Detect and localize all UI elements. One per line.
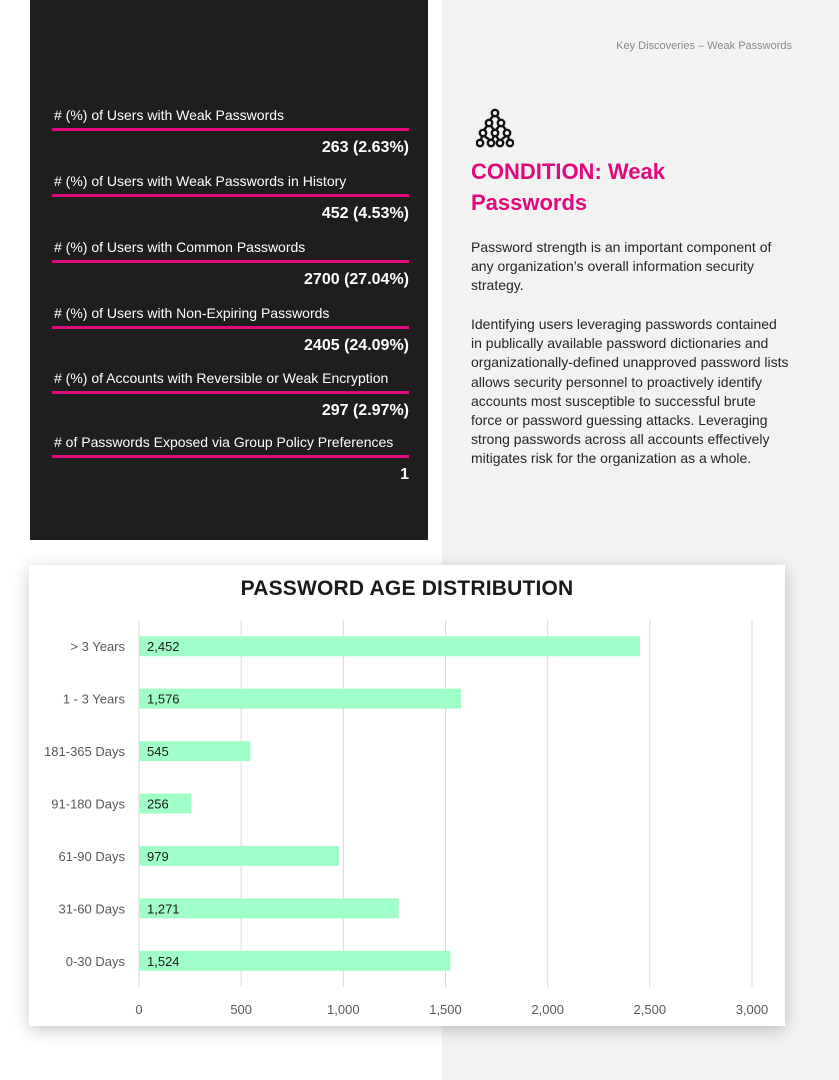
- condition-title: [471, 156, 771, 218]
- metric-divider: [52, 326, 409, 329]
- bar-value-label: 256: [147, 796, 169, 812]
- metric-label: # (%) of Accounts with Reversible or Weak Encryption: [54, 370, 389, 386]
- metric-label: # (%) of Users with Non-Expiring Passwords: [54, 305, 330, 321]
- condition-paragraph-1: Password strength is an important component of any organization’s overall information security strategy.: [471, 239, 772, 294]
- metric-label: # of Passwords Exposed via Group Policy Preferences: [54, 434, 394, 450]
- x-tick-label: 2,500: [633, 1002, 667, 1017]
- metric-value: 1: [400, 466, 409, 483]
- metric-weak-passwords: [52, 106, 409, 158]
- y-category-label: 1 - 3 Years: [62, 691, 125, 707]
- metric-divider: [52, 391, 409, 394]
- bar: [139, 689, 461, 709]
- password-age-chart: [29, 565, 785, 1026]
- y-category-label: 181-365 Days: [44, 744, 125, 760]
- x-tick-label: 1,500: [429, 1002, 462, 1017]
- chart-title: PASSWORD AGE DISTRIBUTION: [240, 577, 574, 600]
- condition-title-line2: Passwords: [471, 190, 588, 215]
- bar: [139, 951, 450, 971]
- metric-value: 263 (2.63%): [321, 139, 409, 156]
- metric-reversible-encryption: [52, 369, 409, 421]
- bar-value-label: 2,452: [147, 639, 180, 655]
- x-tick-label: 2,000: [531, 1002, 564, 1017]
- metric-value: 2700 (27.04%): [304, 271, 409, 288]
- metric-divider: [52, 455, 409, 458]
- metrics-panel: [30, 0, 428, 540]
- metric-label: # (%) of Users with Weak Passwords in History: [54, 173, 347, 189]
- condition-paragraph-2: Identifying users leveraging passwords contained in publically available password dictionaries and organizationally-defined unapproved password lists allows security personnel to proactively identify accounts most susceptible to successful brute force or password guessing attacks. Leveraging strong passwords across all accounts effectively mitigates risk for the organization as a whole.: [471, 316, 789, 467]
- x-tick-label: 0: [135, 1002, 143, 1017]
- y-category-label: 0-30 Days: [65, 953, 125, 969]
- y-category-label: 31-60 Days: [58, 901, 125, 917]
- metric-divider: [52, 260, 409, 263]
- metric-value: 2405 (24.09%): [304, 337, 409, 354]
- metric-common-passwords: [52, 238, 409, 290]
- x-tick-label: 3,000: [735, 1002, 769, 1017]
- metric-value: 452 (4.53%): [321, 205, 409, 222]
- bar: [139, 846, 339, 866]
- metric-label: # (%) of Users with Weak Passwords: [54, 107, 285, 123]
- metric-label: # (%) of Users with Common Passwords: [54, 239, 306, 255]
- condition-title-line1: CONDITION: Weak: [471, 159, 665, 184]
- metric-weak-passwords-history: [52, 172, 409, 224]
- bar-value-label: 1,576: [147, 691, 180, 707]
- section-header: Key Discoveries – Weak Passwords: [616, 40, 792, 52]
- x-tick-label: 500: [230, 1002, 253, 1017]
- metric-gpp-passwords: [52, 433, 409, 485]
- metric-value: 297 (2.97%): [321, 402, 409, 419]
- y-category-label: 91-180 Days: [51, 796, 125, 812]
- network-hierarchy-icon: [476, 108, 514, 148]
- bar-value-label: 1,271: [147, 901, 180, 917]
- bar-value-label: 1,524: [147, 953, 180, 969]
- password-age-chart-card: [29, 565, 785, 1026]
- metric-divider: [52, 194, 409, 197]
- bar: [139, 636, 640, 656]
- y-category-label: 61-90 Days: [58, 848, 125, 864]
- y-category-label: > 3 Years: [70, 639, 125, 655]
- bar-value-label: 545: [147, 744, 169, 760]
- x-tick-label: 1,000: [327, 1002, 360, 1017]
- metric-divider: [52, 128, 409, 131]
- metric-non-expiring-passwords: [52, 304, 409, 356]
- bar-value-label: 979: [147, 848, 169, 864]
